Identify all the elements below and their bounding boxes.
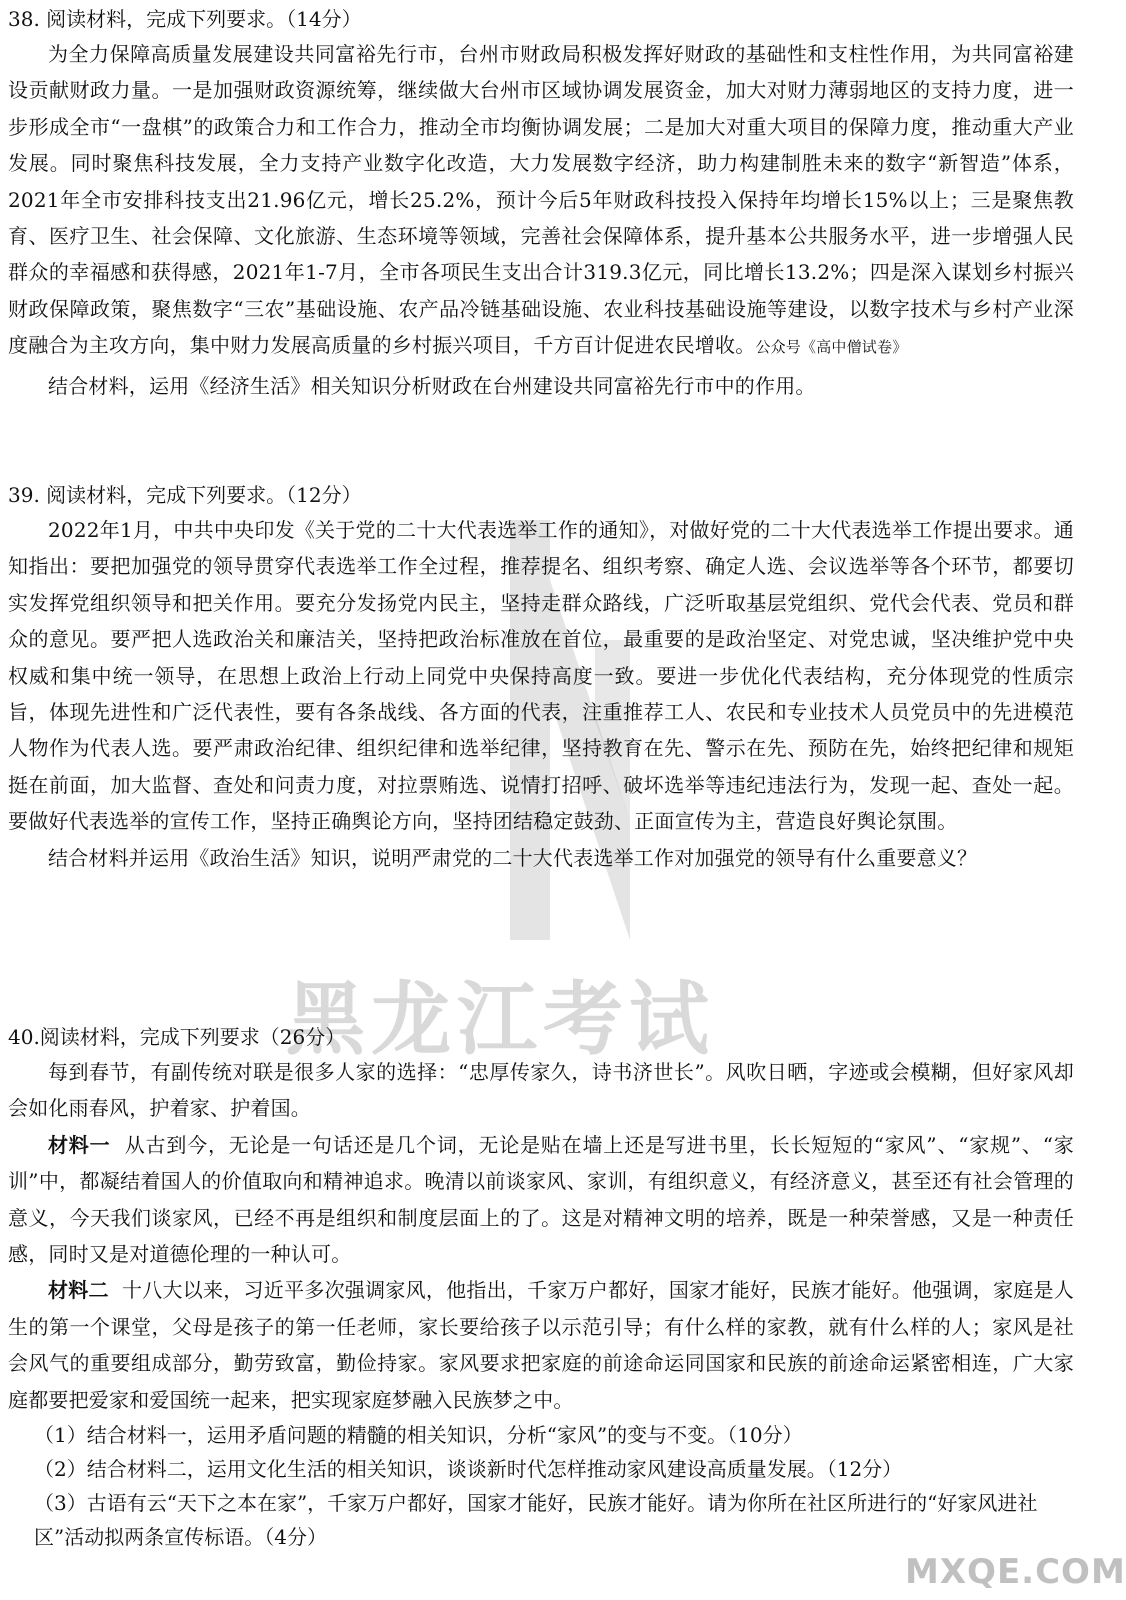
corner-watermark: MXQE.COM xyxy=(905,1552,1126,1592)
question-40-header: 40.阅读材料，完成下列要求（26分） xyxy=(8,1025,346,1049)
question-39-material: 2022年1月，中共中央印发《关于党的二十大代表选举工作的通知》，对做好党的二十大代表选举工作提出要求。通知指出：要把加强党的领导贯穿代表选举工作全过程，推荐提名、组织考察、确定人选、会议选举等各个环节，都要切实发挥党组织领导和把关作用。要充分发扬党内民主，坚持走群众路线，广泛听取基层党组织、党代会代表、党员和群众的意见。要严把人选政治关和廉洁关，坚持把政治标准放在首位，最重要的是政治坚定、对党忠诚，坚决维护党中央权威和集中统一领导，在思想上政治上行动上同党中央保持高度一致。要进一步优化代表结构，充分体现党的性质宗旨，体现先进性和广泛代表性，要有各条战线、各方面的代表，注重推荐工人、农民和专业技术人员党员中的先进模范人物作为代表人选。要严肃政治纪律、组织纪律和选举纪律，坚持教育在先、警示在先、预防在先，始终把纪律和规矩挺在前面，加大监督、查处和问责力度，对拉票贿选、说情打招呼、破坏选举等违纪违法行为，发现一起、查处一起。要做好代表选举的宣传工作，坚持正确舆论方向，坚持团结稳定鼓劲、正面宣传为主，营造良好舆论氛围。 xyxy=(8,518,1074,834)
material-2-label: 材料二 xyxy=(48,1278,109,1303)
question-38-material xyxy=(8,36,1074,366)
question-39-task: 结合材料并运用《政治生活》知识，说明严肃党的二十大代表选举工作对加强党的领导有什么重要意义？ xyxy=(48,845,978,870)
question-39-header: 39. 阅读材料，完成下列要求。（12分） xyxy=(8,483,362,507)
material-1-text: 从古到今，无论是一句话还是几个词，无论是贴在墙上还是写进书里，长长短短的“家风”、“家规”、“家训”中，都凝结着国人的价值取向和精神追求。晚清以前谈家风、家训，有组织意义，有经济意义，甚至还有社会管理的意义，今天我们谈家风，已经不再是组织和制度层面上的了。这是对精神文明的培养，既是一种荣誉感，又是一种责任感，同时又是对道德伦理的一种认可。 xyxy=(8,1132,1074,1267)
source-note: 公众号《高中僧试卷》 xyxy=(755,338,908,357)
question-38-task: 结合材料，运用《经济生活》相关知识分析财政在台州建设共同富裕先行市中的作用。 xyxy=(48,373,816,398)
sub-question-2: （2）结合材料二，运用文化生活的相关知识，谈谈新时代怎样推动家风建设高质量发展。（12分） xyxy=(34,1457,903,1482)
question-40-intro: 每到春节，有副传统对联是很多人家的选择：“忠厚传家久，诗书济世长”。风吹日晒，字迹或会模糊，但好家风却会如化雨春风，护着家、护着国。 xyxy=(8,1060,1074,1121)
material-2 xyxy=(8,1272,1074,1418)
material-1-label: 材料一 xyxy=(48,1132,111,1157)
question-38-text: 为全力保障高质量发展建设共同富裕先行市，台州市财政局积极发挥好财政的基础性和支柱性作用，为共同富裕建设贡献财政力量。一是加强财政资源统筹，继续做大台州市区域协调发展资金，加大对财力薄弱地区的支持力度，进一步形成全市“一盘棋”的政策合力和工作合力，推动全市均衡协调发展；二是加大对重大项目的保障力度，推动重大产业发展。同时聚焦科技发展，全力支持产业数字化改造，大力发展数字经济，助力构建制胜未来的数字“新智造”体系，2021年全市安排科技支出21.96亿元，增长25.2%，预计今后5年财政科技投入保持年均增长15%以上；三是聚焦教育、医疗卫生、社会保障、文化旅游、生态环境等领域，完善社会保障体系，提升基本公共服务水平，进一步增强人民群众的幸福感和获得感，2021年1-7月，全市各项民生支出合计319.3亿元，同比增长13.2%；四是深入谋划乡村振兴财政保障政策，聚焦数字“三农”基础设施、农产品冷链基础设施、农业科技基础设施等建设，以数字技术与乡村产业深度融合为主攻方向，集中财力发展高质量的乡村振兴项目，千方百计促进农民增收。 xyxy=(8,42,1074,358)
sub-question-3: （3）古语有云“天下之本在家”，千家万户都好，国家才能好，民族才能好。请为你所在社区所进行的“好家风进社区”活动拟两条宣传标语。（4分） xyxy=(34,1491,1038,1550)
material-1 xyxy=(8,1127,1074,1273)
sub-question-1: （1）结合材料一，运用矛盾问题的精髓的相关知识，分析“家风”的变与不变。（10分） xyxy=(34,1423,803,1448)
watermark-text: 黑龙江考试 xyxy=(285,973,715,1066)
question-38 xyxy=(8,2,1074,404)
question-38-header: 38. 阅读材料，完成下列要求。（14分） xyxy=(8,7,362,31)
question-40 xyxy=(8,1020,1074,1554)
material-2-text: 十八大以来，习近平多次强调家风，他指出，千家万户都好，国家才能好，民族才能好。他强调，家庭是人生的第一个课堂，父母是孩子的第一任老师，家长要给孩子以示范引导；有什么样的家教，就有什么样的人；家风是社会风气的重要组成部分，勤劳致富，勤俭持家。家风要求把家庭的前途命运同国家和民族的前途命运紧密相连，广大家庭都要把爱家和爱国统一起来，把实现家庭梦融入民族梦之中。 xyxy=(8,1278,1074,1412)
question-39 xyxy=(8,478,1074,876)
